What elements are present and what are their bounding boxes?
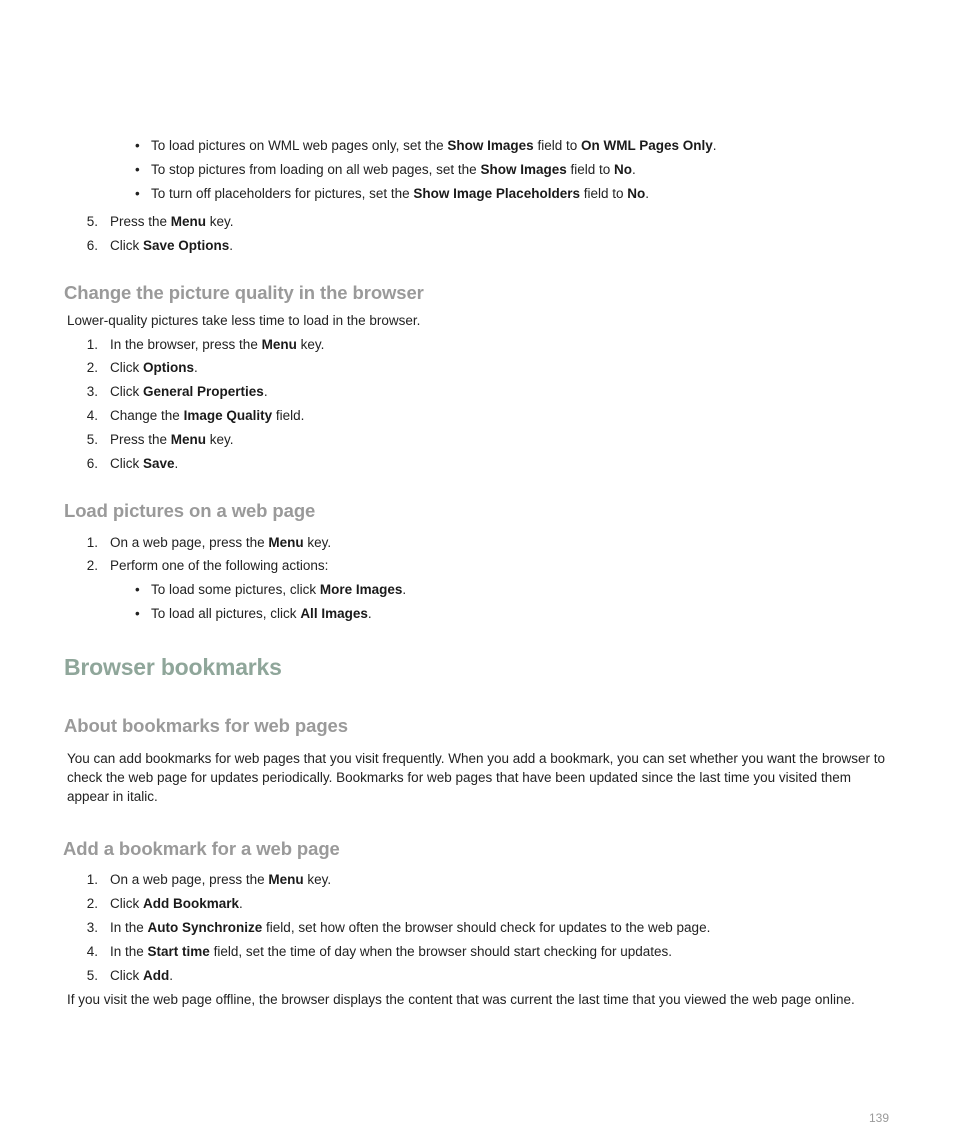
- item-text: field to: [566, 162, 615, 177]
- step-keyword: Menu: [261, 337, 297, 352]
- step-text: .: [174, 456, 179, 471]
- step-text: .: [263, 384, 268, 399]
- step-item: [110, 406, 304, 425]
- step-keyword: Menu: [170, 432, 207, 447]
- step-keyword: Auto Synchronize: [147, 920, 263, 935]
- field-value: No: [627, 186, 646, 201]
- chapter-heading-browser-bookmarks: Browser bookmarks: [64, 654, 282, 680]
- item-text: To stop pictures from loading on all web pages, set the: [151, 162, 481, 177]
- step-keyword: Image Quality: [183, 408, 273, 423]
- step-text: On a web page, press the: [110, 872, 269, 887]
- item-text: .: [402, 582, 407, 597]
- step-number: 4.: [86, 944, 98, 959]
- step-text: Click: [110, 384, 143, 399]
- item-text: To load pictures on WML web pages only, set the: [151, 138, 448, 153]
- step-keyword: Options: [143, 360, 194, 375]
- item-text: To turn off placeholders for pictures, set the: [151, 186, 414, 201]
- step-text: Press the: [110, 214, 171, 229]
- step-item: [110, 212, 234, 231]
- step-text: key.: [303, 535, 332, 550]
- item-text: field to: [579, 186, 628, 201]
- step-item: [110, 382, 268, 401]
- section-intro: Lower-quality pictures take less time to load in the browser.: [67, 313, 421, 328]
- step-text: Click: [110, 456, 143, 471]
- step-text: .: [239, 896, 243, 911]
- step-keyword: Save: [143, 456, 175, 471]
- step-item: [110, 454, 178, 473]
- field-name: Show Images: [480, 162, 567, 177]
- step-text: key.: [303, 872, 332, 887]
- list-item: [151, 184, 649, 203]
- bullet-marker: •: [135, 138, 140, 153]
- step-number: 6.: [86, 456, 98, 471]
- step-item: [110, 533, 331, 552]
- section-heading-load-pictures: Load pictures on a web page: [64, 500, 316, 521]
- about-bookmarks-paragraph: You can add bookmarks for web pages that you visit frequently. When you add a bookmark, you can set whether you want the browser to check the web page for updates periodically. Bookmarks for web pages that have been updated since the last time you visited them appear in italic.: [67, 751, 885, 804]
- step-text: key.: [206, 432, 234, 447]
- step-keyword: Menu: [268, 535, 304, 550]
- item-text: field to: [533, 138, 581, 153]
- step-text: .: [169, 968, 174, 983]
- step-number: 1.: [86, 535, 98, 550]
- step-keyword: Menu: [170, 214, 207, 229]
- item-text: To load all pictures, click: [151, 606, 301, 621]
- section-heading-about-bookmarks: About bookmarks for web pages: [64, 715, 348, 736]
- field-value: On WML Pages Only: [580, 138, 713, 153]
- step-keyword: Save Options: [143, 238, 230, 253]
- step-text: key.: [296, 337, 325, 352]
- step-text: .: [229, 238, 234, 253]
- step-number: 3.: [86, 920, 98, 935]
- item-keyword: More Images: [319, 582, 403, 597]
- field-value: No: [614, 162, 633, 177]
- step-item: [110, 942, 672, 961]
- item-keyword: All Images: [300, 606, 368, 621]
- step-text: In the browser, press the: [110, 337, 262, 352]
- step-number: 6.: [86, 238, 98, 253]
- step-item: [110, 236, 233, 255]
- step-number: 2.: [86, 896, 98, 911]
- step-text: In the: [110, 944, 148, 959]
- step-number: 5.: [86, 968, 98, 983]
- step-number: 1.: [86, 337, 98, 352]
- item-text: .: [632, 162, 636, 177]
- list-item: [151, 160, 636, 179]
- step-item: [110, 430, 234, 449]
- step-item: [110, 335, 324, 354]
- step-item: [110, 894, 243, 913]
- item-text: .: [712, 138, 717, 153]
- field-name: Show Image Placeholders: [413, 186, 580, 201]
- step-text: field, set how often the browser should check for updates to the web page.: [262, 920, 711, 935]
- step-text: Click: [110, 896, 143, 911]
- page-number: 139: [869, 1111, 890, 1125]
- step-text: field.: [272, 408, 305, 423]
- step-text: field, set the time of day when the browser should start checking for updates.: [209, 944, 673, 959]
- step-number: 1.: [86, 872, 98, 887]
- step-text: Perform one of the following actions:: [110, 558, 329, 573]
- step-text: Click: [110, 968, 143, 983]
- field-name: Show Images: [447, 138, 534, 153]
- list-item: [151, 580, 406, 599]
- step-number: 2.: [86, 360, 98, 375]
- step-text: Click: [110, 238, 143, 253]
- step-keyword: Add Bookmark: [143, 896, 240, 911]
- step-text: On a web page, press the: [110, 535, 269, 550]
- list-item: [151, 604, 372, 623]
- step-item: [110, 966, 173, 985]
- step-keyword: Add: [143, 968, 170, 983]
- step-item: [110, 870, 331, 889]
- step-item: [110, 556, 328, 575]
- section-heading-add-bookmark: Add a bookmark for a web page: [63, 838, 340, 859]
- bullet-marker: •: [135, 606, 140, 621]
- step-number: 4.: [86, 408, 98, 423]
- step-text: In the: [110, 920, 148, 935]
- step-text: Click: [110, 360, 143, 375]
- step-number: 5.: [86, 214, 98, 229]
- list-item: [151, 136, 717, 155]
- bullet-marker: •: [135, 582, 140, 597]
- bullet-marker: •: [135, 162, 140, 177]
- step-number: 3.: [86, 384, 98, 399]
- step-text: key.: [206, 214, 234, 229]
- step-keyword: Start time: [147, 944, 210, 959]
- step-number: 5.: [86, 432, 98, 447]
- step-text: Press the: [110, 432, 171, 447]
- step-item: [110, 358, 198, 377]
- item-text: .: [367, 606, 372, 621]
- bullet-marker: •: [135, 186, 140, 201]
- item-text: .: [645, 186, 650, 201]
- offline-note: If you visit the web page offline, the browser displays the content that was current the last time that you viewed the web page online.: [67, 992, 855, 1007]
- step-item: [110, 918, 710, 937]
- section-heading-picture-quality: Change the picture quality in the browser: [64, 282, 424, 303]
- step-text: .: [194, 360, 198, 375]
- step-number: 2.: [86, 558, 98, 573]
- item-text: To load some pictures, click: [151, 582, 320, 597]
- step-text: Change the: [110, 408, 184, 423]
- step-keyword: Menu: [268, 872, 304, 887]
- step-keyword: General Properties: [143, 384, 264, 399]
